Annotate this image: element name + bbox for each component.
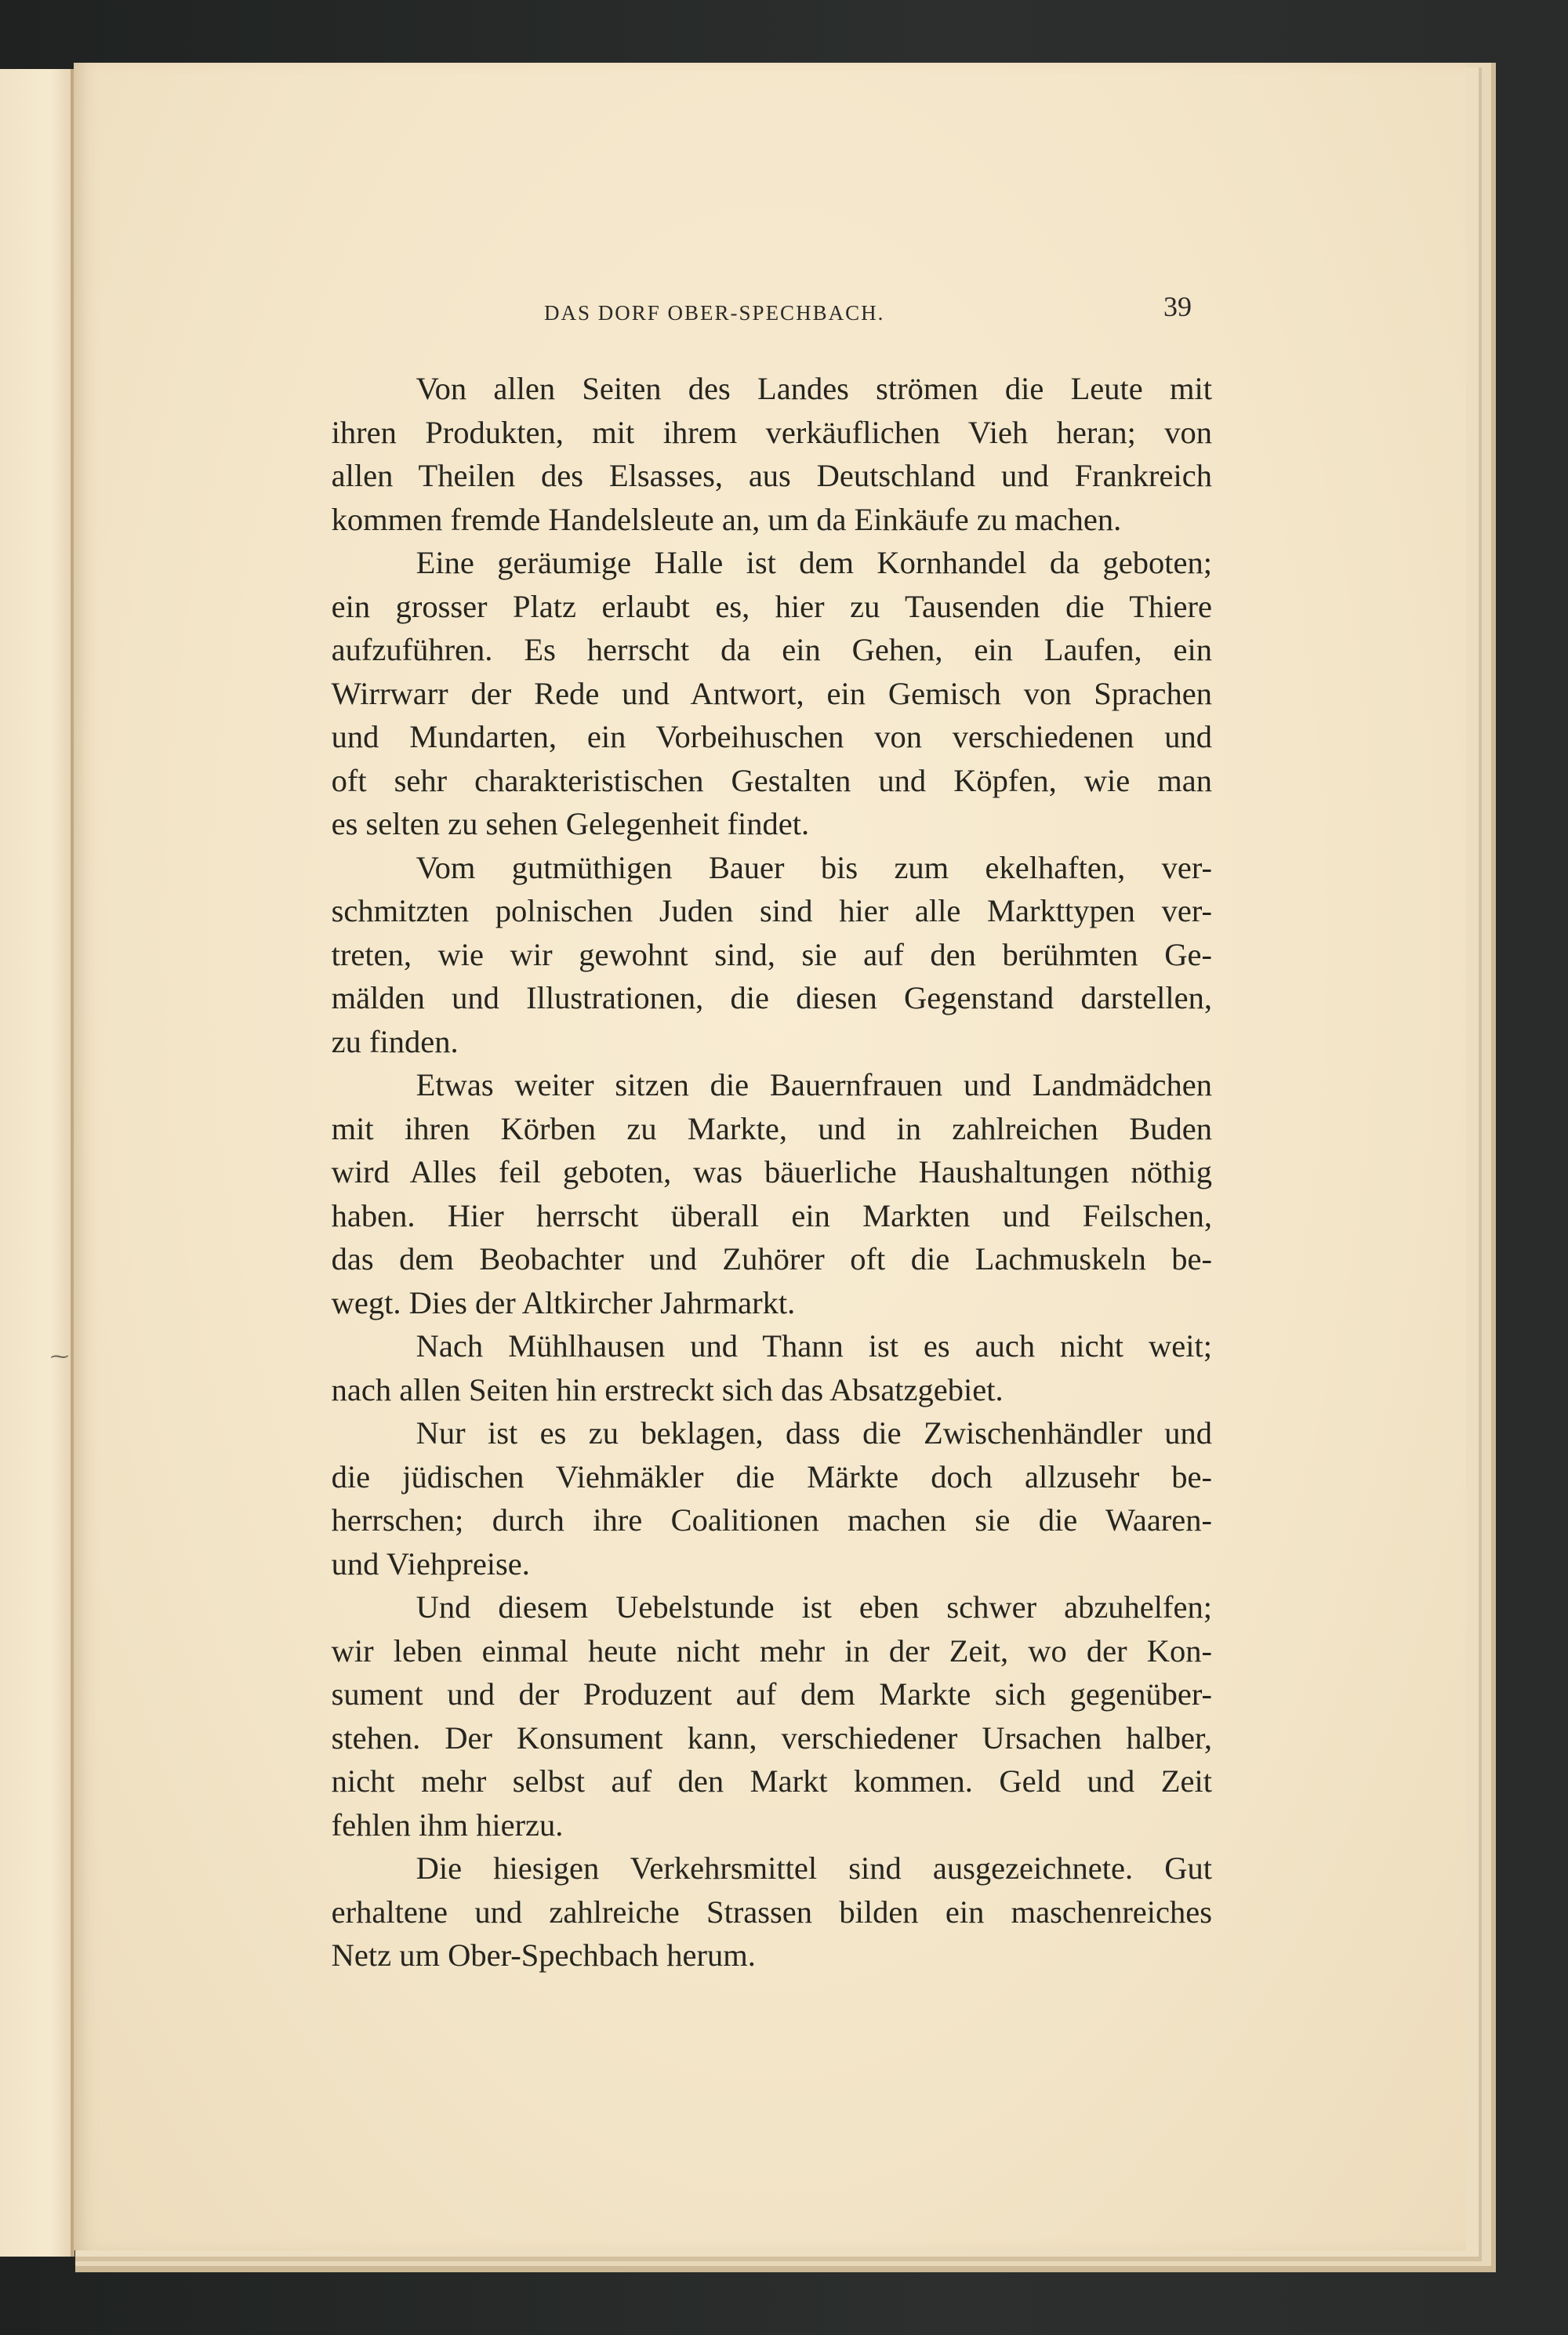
- text-line: Und diesem Uebelstunde ist eben schwer abzuhelfen;: [416, 1589, 1212, 1625]
- paragraph: [290, 1324, 1212, 1411]
- running-head: DAS DORF OBER-SPECHBACH.: [544, 301, 885, 325]
- text-line: oft sehr charakteristischen Gestalten und Köpfen, wie man: [331, 762, 1212, 798]
- text-line: nach allen Seiten hin erstreckt sich das Absatzgebiet.: [331, 1371, 1004, 1407]
- text-line: wegt. Dies der Altkircher Jahrmarkt.: [331, 1284, 796, 1320]
- text-line: das dem Beobachter und Zuhörer oft die Lachmuskeln be-: [331, 1241, 1212, 1276]
- body-text: [290, 367, 1212, 1977]
- text-line: erhaltene und zahlreiche Strassen bilden ein maschenreiches: [331, 1894, 1212, 1930]
- text-line: und Viehpreise.: [331, 1545, 530, 1581]
- text-line: stehen. Der Konsument kann, verschiedener Ursachen halber,: [331, 1719, 1212, 1756]
- paragraph: [290, 1411, 1212, 1585]
- text-line: allen Theilen des Elsasses, aus Deutschland und Frankreich: [331, 458, 1212, 493]
- text-line: Von allen Seiten des Landes strömen die Leute mit: [416, 371, 1212, 406]
- text-line: ein grosser Platz erlaubt es, hier zu Tausenden die Thiere: [331, 588, 1212, 624]
- margin-mark: ⁓: [50, 1347, 69, 1367]
- text-line: Eine geräumige Halle ist dem Kornhandel da geboten;: [416, 545, 1212, 580]
- text-line: Etwas weiter sitzen die Bauernfrauen und Landmädchen: [416, 1067, 1212, 1102]
- text-line: Netz um Ober-Spechbach herum.: [331, 1937, 756, 1973]
- facing-page-edge: [0, 69, 74, 2257]
- text-line: die jüdischen Viehmäkler die Märkte doch allzusehr be-: [331, 1458, 1212, 1494]
- text-line: zu finden.: [331, 1023, 459, 1059]
- text-line: kommen fremde Handelsleute an, um da Einkäufe zu machen.: [331, 501, 1122, 537]
- page-number: 39: [1163, 291, 1192, 322]
- text-line: und Mundarten, ein Vorbeihuschen von verschiedenen und: [331, 719, 1212, 754]
- text-line: schmitzten polnischen Juden sind hier alle Markttypen ver-: [331, 893, 1212, 928]
- text-line: Die hiesigen Verkehrsmittel sind ausgezeichnete. Gut: [416, 1850, 1212, 1886]
- text-line: nicht mehr selbst auf den Markt kommen. Geld und Zeit: [331, 1763, 1212, 1799]
- text-line: herrschen; durch ihre Coalitionen machen sie die Waaren-: [331, 1502, 1212, 1538]
- paragraph: [290, 1585, 1212, 1847]
- text-line: aufzuführen. Es herrscht da ein Gehen, ein Laufen, ein: [331, 632, 1212, 667]
- text-line: ihren Produkten, mit ihrem verkäuflichen Vieh heran; von: [331, 414, 1212, 450]
- paragraph: [290, 846, 1212, 1064]
- text-line: mit ihren Körben zu Markte, und in zahlreichen Buden: [331, 1110, 1212, 1146]
- paragraph: [290, 541, 1212, 846]
- text-line: wir leben einmal heute nicht mehr in der Zeit, wo der Kon-: [331, 1632, 1212, 1669]
- text-line: Vom gutmüthigen Bauer bis zum ekelhaften, ver-: [416, 849, 1212, 885]
- paragraph: [290, 367, 1212, 541]
- paragraph: [290, 1063, 1212, 1324]
- text-line: es selten zu sehen Gelegenheit findet.: [331, 806, 810, 841]
- text-line: fehlen ihm hierzu.: [331, 1807, 564, 1843]
- text-line: Nach Mühlhausen und Thann ist es auch nicht weit;: [416, 1328, 1212, 1364]
- text-line: treten, wie wir gewohnt sind, sie auf den berühmten Ge-: [331, 936, 1212, 972]
- text-line: mälden und Illustrationen, die diesen Gegenstand darstellen,: [331, 980, 1212, 1015]
- paragraph: [290, 1847, 1212, 1977]
- text-line: haben. Hier herrscht überall ein Markten und Feilschen,: [331, 1197, 1212, 1233]
- text-line: Wirrwarr der Rede und Antwort, ein Gemisch von Sprachen: [331, 675, 1212, 711]
- text-line: wird Alles feil geboten, was bäuerliche Haushaltungen nöthig: [331, 1154, 1212, 1189]
- book-gutter: [71, 69, 74, 2257]
- text-line: Nur ist es zu beklagen, dass die Zwischenhändler und: [416, 1415, 1212, 1451]
- text-line: sument und der Produzent auf dem Markte sich gegenüber-: [331, 1676, 1212, 1712]
